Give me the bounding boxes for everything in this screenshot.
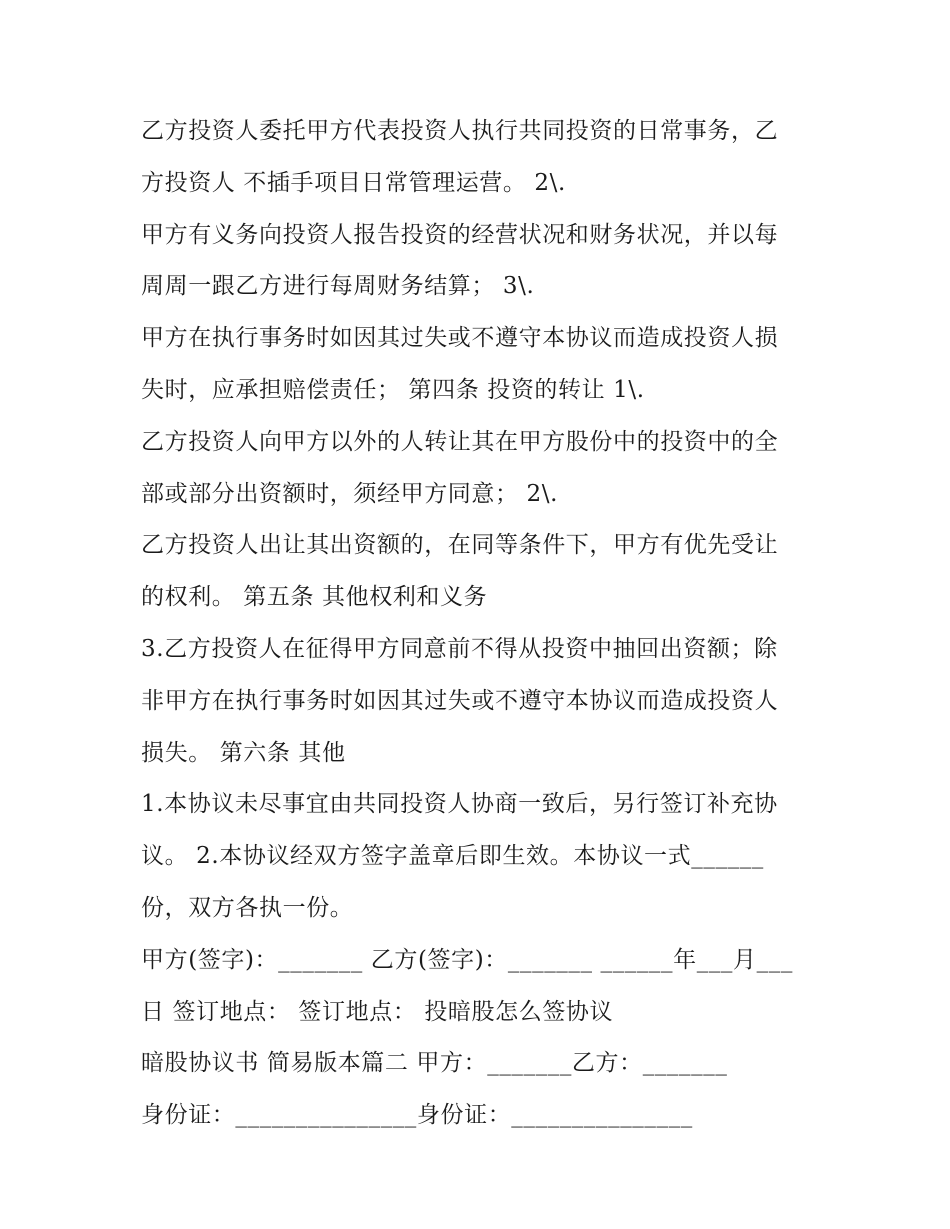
text-line: 损失。 第六条 其他: [141, 739, 346, 766]
text-line: 份，双方各执一份。: [141, 894, 354, 921]
id-number-line: 身份证：_______________身份证：_______________: [141, 1102, 693, 1129]
text-line: 非甲方在执行事务时如因其过失或不遵守本协议而造成投资人: [141, 687, 779, 714]
text-line: 1.本协议未尽事宜由共同投资人协商一致后，另行签订补充协: [141, 791, 778, 818]
text-line: 周周一跟乙方进行每周财务结算； 3\.: [141, 273, 535, 300]
text-line: 乙方投资人出让其出资额的，在同等条件下，甲方有优先受让: [141, 532, 779, 559]
signature-line: 甲方(签字)：_______ 乙方(签字)：_______ ______年___月___: [141, 946, 793, 973]
text-line: 暗股协议书 简易版本篇二 甲方：_______乙方：_______: [141, 1050, 728, 1077]
text-line: 乙方投资人向甲方以外的人转让其在甲方股份中的投资中的全: [141, 428, 779, 455]
text-line: 方投资人 不插手项目日常管理运营。 2\.: [141, 169, 566, 196]
text-line: 的权利。 第五条 其他权利和义务: [141, 584, 488, 611]
agreement-body-text: [141, 106, 831, 1142]
text-line: 部或部分出资额时，须经甲方同意； 2\.: [141, 480, 559, 507]
text-line: 甲方有义务向投资人报告投资的经营状况和财务状况，并以每: [141, 221, 779, 248]
text-line: 日 签订地点： 签订地点： 投暗股怎么签协议: [141, 998, 614, 1025]
text-line: 议。 2.本协议经双方签字盖章后即生效。本协议一式______: [141, 843, 764, 870]
text-line: 甲方在执行事务时如因其过失或不遵守本协议而造成投资人损: [141, 325, 779, 352]
text-line: 失时，应承担赔偿责任； 第四条 投资的转让 1\.: [141, 376, 645, 403]
text-line: 3.乙方投资人在征得甲方同意前不得从投资中抽回出资额；除: [141, 635, 778, 662]
text-line: 乙方投资人委托甲方代表投资人执行共同投资的日常事务，乙: [141, 118, 779, 144]
